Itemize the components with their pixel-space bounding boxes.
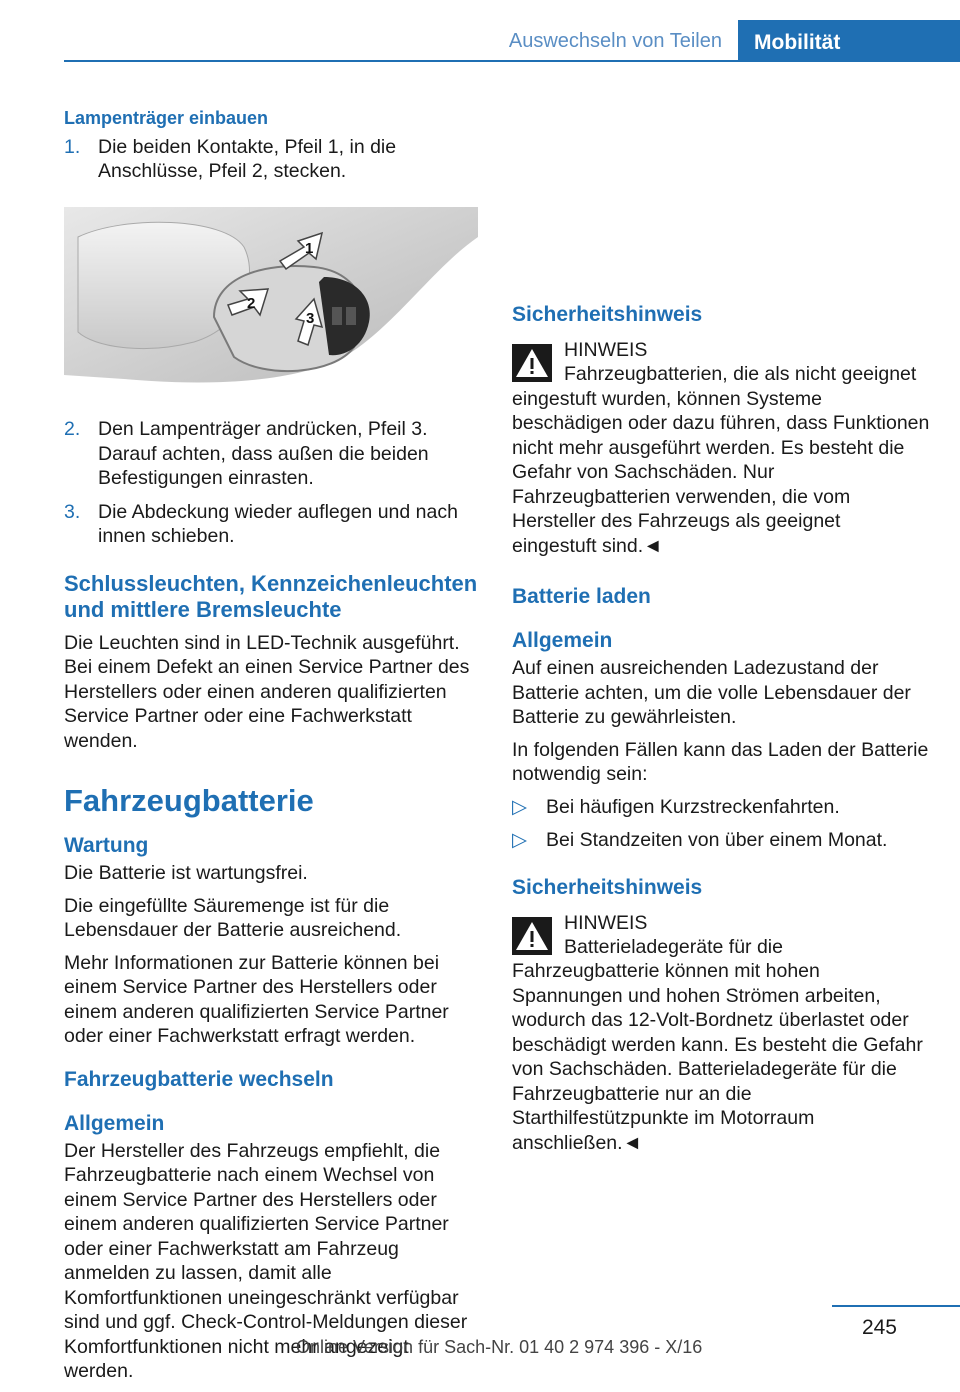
step-text: Den Lampenträger andrücken, Pfeil 3. Darauf achten, dass außen die beiden Befestigungen einrasten. [98,418,429,489]
notice-label: HINWEIS [564,339,648,361]
step-text: Die beiden Kontakte, Pfeil 1, in die Anschlüsse, Pfeil 2, stecken. [98,135,397,182]
notice-block-1 [512,338,930,558]
battery-heading: Fahrzeugbatterie [64,783,314,818]
step-number: 3. [64,500,81,523]
battery-change-heading: Fahrzeugbatterie wechseln [64,1067,334,1091]
footer-online-version: Online Version für Sach-Nr. 01 40 2 974 396 - X/16 [296,1337,703,1357]
bullet-marker: ▷ [512,829,527,851]
charge-general-heading: Allgemein [512,629,613,652]
footer-rule [832,1305,960,1307]
maintenance-p3: Mehr Informationen zur Batterie können bei einem Service Partner des Herstellers oder einem anderen qualifizierten Service Partner oder einer Fachwerkstatt erfragt werden. [64,951,449,1047]
bullet-text: Bei Standzeiten von über einem Monat. [546,829,888,851]
step-text: Die Abdeckung wieder auflegen und nach innen schieben. [98,500,458,547]
maintenance-p2: Die eingefüllte Säuremenge ist für die Lebensdauer der Batterie ausreichend. [64,894,402,941]
charge-p1: Auf einen ausreichenden Ladezustand der Batterie achten, um die volle Lebensdauer der Batterie zu gewährleisten. [512,657,911,728]
warning-triangle-icon [512,344,552,382]
general-heading: Allgemein [64,1111,165,1135]
notice-text: Fahrzeugbatterien, die als nicht geeignet eingestuft wurden, können Systeme beschädigen oder dazu führen, dass Funktionen nicht mehr ausgeführt werden. Es besteht die Gefahr von Sachschäden. Nur Fahrzeugbatterien verwenden, die vom Hersteller des Fahrzeugs als geeignet eingestuft sind.◄ [512,363,930,557]
header-section-title: Auswechseln von Teilen [508,30,722,52]
charge-p2: In folgenden Fällen kann das Laden der Batterie notwendig sein: [512,738,929,785]
step-number: 1. [64,135,81,158]
right-column-main [512,302,930,1163]
step-2 [64,417,478,491]
lamp-install-heading: Lampenträger einbauen [64,108,269,128]
tail-lights-text: Die Leuchten sind in LED-Technik ausgeführt. Bei einem Defekt an einen Service Partner des Herstellers oder einen anderen qualifizierten Service Partner oder eine Fachwerkstatt wenden. [64,631,470,752]
maintenance-p1: Die Batterie ist wartungsfrei. [64,862,308,884]
bullet-text: Bei häufigen Kurzstreckenfahrten. [546,795,840,818]
step-3 [64,500,478,549]
tail-lights-heading: Schlussleuchten, Kennzeichenleuchten und mittlere Bremsleuchte [64,570,478,622]
charge-heading: Batterie laden [512,585,651,608]
figure-label-3: 3 [306,309,315,327]
safety-heading-1: Sicherheitshinweis [512,303,703,326]
bullet-marker: ▷ [512,795,527,818]
figure-label-1: 1 [305,239,314,257]
notice-label: HINWEIS [564,911,648,934]
bullet-2 [512,828,930,853]
left-column [64,106,478,1392]
safety-heading-2: Sicherheitshinweis [512,875,703,899]
notice-block-2 [512,911,930,1156]
warning-triangle-icon [512,917,552,955]
page-number: 245 [861,1316,897,1339]
header-chapter-tab: Mobilität [738,20,960,62]
maintenance-heading: Wartung [64,834,149,857]
step-number: 2. [64,418,81,440]
header-rule [64,60,960,62]
general-text: Der Hersteller des Fahrzeugs empfiehlt, die Fahrzeugbatterie nach einem Wechsel von einem Service Partner des Herstellers oder einem anderen qualifizierten Service Partner oder einer Fachwerkstatt am Fahrzeug anmelden zu lassen, damit alle Komfortfunktionen uneingeschränkt verfügbar sind und ggf. Check-Control-Meldungen dieser Komfortfunktionen nicht mehr angezeigt werden. [64,1139,468,1382]
lamp-carrier-figure [64,207,478,387]
notice-text: Batterieladegeräte für die Fahrzeugbatterie können mit hohen Spannungen und hohen Strömen arbeiten, wodurch das 12-Volt-Bordnetz überlastet oder beschädigt werden kann. Es besteht die Gefahr von Sachschäden. Batterieladegeräte für die Fahrzeugbatterie nur an die Starthilfestützpunkte im Motorraum anschließen.◄ [512,935,923,1154]
step-1 [64,135,478,184]
figure-label-2: 2 [247,294,256,312]
bullet-1 [512,795,930,820]
